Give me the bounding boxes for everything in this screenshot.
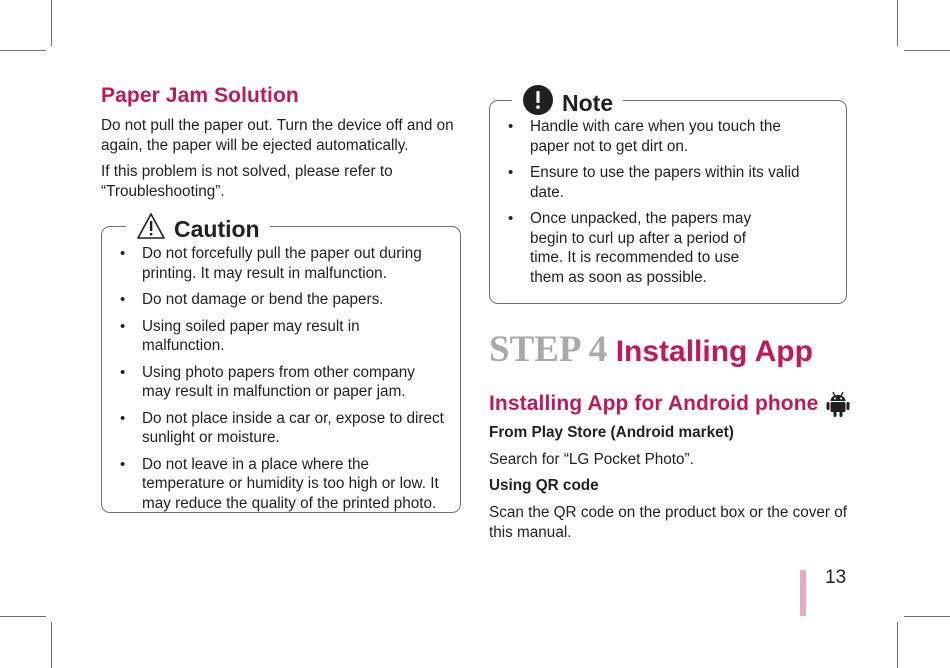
crop-mark <box>897 622 898 668</box>
qr-code-text: Scan the QR code on the product box or the cover of this manual. <box>489 504 847 541</box>
crop-mark <box>0 50 46 51</box>
caution-list <box>114 244 444 520</box>
android-robot-icon <box>826 390 850 418</box>
bullet-dot: • <box>508 118 514 135</box>
crop-mark <box>0 616 46 617</box>
bullet-dot: • <box>508 210 514 227</box>
paper-jam-paragraph-2: If this problem is not solved, please refer to “Troubleshooting”. <box>101 163 393 200</box>
caution-title <box>126 212 270 246</box>
crop-mark <box>904 616 950 617</box>
play-store-text: Search for “LG Pocket Photo”. <box>489 451 694 468</box>
bullet-dot: • <box>120 317 126 335</box>
note-title-text: Note <box>562 89 614 116</box>
caution-item: • Do not place inside a car or, expose to direct sunlight or moisture. <box>120 409 444 446</box>
bullet-dot: • <box>120 455 126 473</box>
crop-mark <box>897 0 898 46</box>
step-title: Installing App <box>615 335 813 368</box>
play-store-label: From Play Store (Android market) <box>489 424 734 441</box>
android-heading-text: Installing App for Android phone <box>489 392 819 415</box>
note-item: • Handle with care when you touch the paper not to get dirt on. <box>508 118 781 155</box>
caution-box <box>101 215 461 513</box>
paper-jam-paragraph-1: Do not pull the paper out. Turn the device off and on again, the paper will be ejected automatically. <box>101 117 454 154</box>
crop-mark <box>51 622 52 668</box>
qr-code-label: Using QR code <box>489 477 599 494</box>
paper-jam-heading: Paper Jam Solution <box>101 84 299 107</box>
caution-item: • Using photo papers from other company may result in malfunction or paper jam. <box>120 363 415 400</box>
caution-item: • Do not leave in a place where the temperature or humidity is too high or low. It may reduce the quality of the printed photo. <box>120 455 439 512</box>
android-heading <box>489 390 850 418</box>
warning-triangle-icon <box>136 212 166 246</box>
bullet-dot: • <box>120 363 126 381</box>
crop-mark <box>904 50 950 51</box>
step-heading <box>489 328 813 371</box>
bullet-dot: • <box>120 245 126 262</box>
bullet-dot: • <box>120 409 126 427</box>
crop-mark <box>51 0 52 46</box>
caution-item: • Using soiled paper may result in malfunction. <box>120 317 360 354</box>
caution-title-text: Caution <box>174 215 260 242</box>
bullet-dot: • <box>508 164 514 181</box>
note-list <box>502 117 820 294</box>
page-number-bar <box>800 570 806 616</box>
caution-item: • Do not damage or bend the papers. <box>120 291 384 308</box>
bullet-dot: • <box>120 291 126 308</box>
step-number: STEP 4 <box>489 329 608 370</box>
note-box <box>489 89 847 304</box>
note-item: • Ensure to use the papers within its valid date. <box>508 164 800 201</box>
page-number: 13 <box>825 567 847 588</box>
caution-item: • Do not forcefully pull the paper out during printing. It may result in malfunction. <box>120 245 422 282</box>
note-item: • Once unpacked, the papers may begin to curl up after a period of time. It is recommended to use them as soon as possible. <box>508 210 752 286</box>
